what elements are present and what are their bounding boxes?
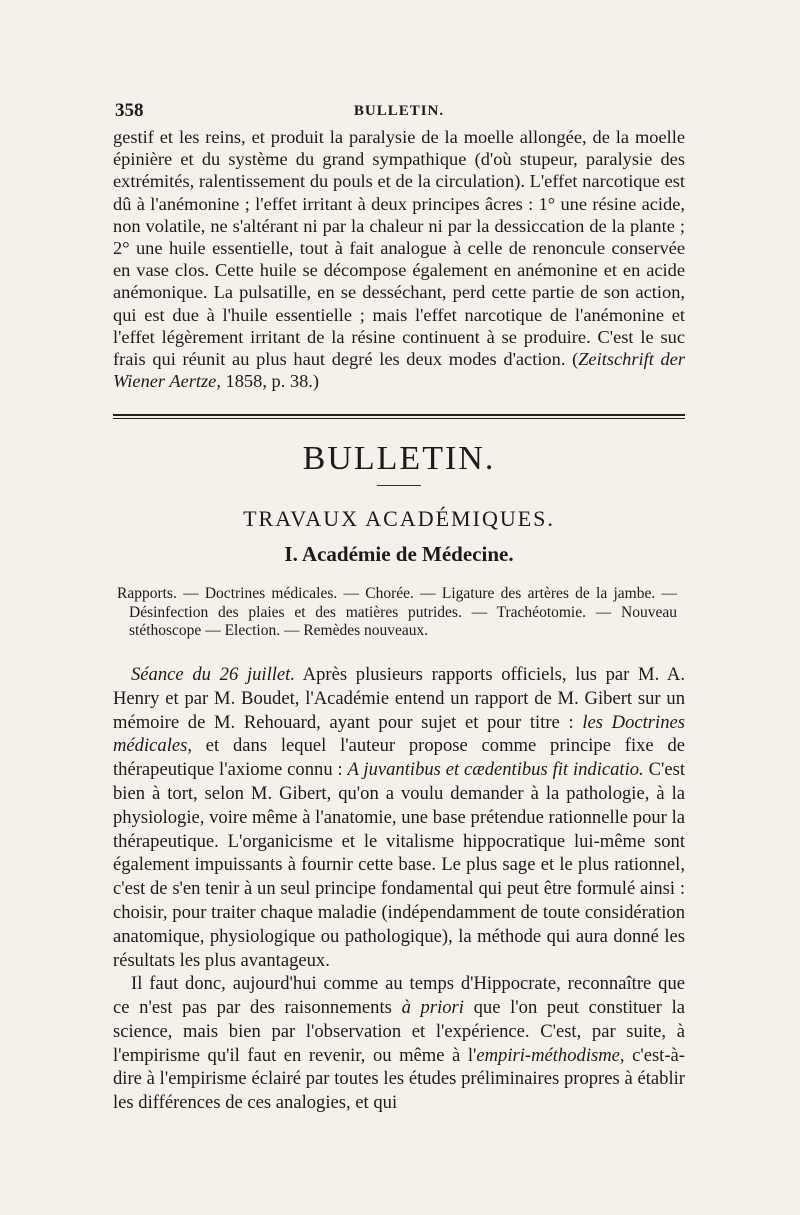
italic-term: empiri-méthodisme — [476, 1044, 620, 1066]
page-number: 358 — [115, 100, 144, 121]
subsection-title: I. Académie de Médecine. — [284, 542, 514, 567]
memoir-title: les Doctrines médicales, — [113, 711, 685, 757]
paragraph-text: Il faut donc, aujourd'hui comme au temps d'Hippocrate, reconnaître que ce n'est pas par des raisonnements — [113, 973, 685, 1019]
summary-contents: Rapports. — Doctrines médicales. — Chorée. — Ligature des artères de la jambe. — Désinfection des plaies et des matières putrides. — Trachéotomie. — Nouveau stéthoscope — Election. — Remèdes nouveaux. — [117, 585, 677, 640]
paragraph-text: et dans lequel l'auteur propose comme principe fixe de thérapeutique l'axiome connu : — [113, 735, 685, 781]
paragraph-text: , c'est-à-dire à l'empirisme éclairé par toutes les études préliminaires propres à établir les différences de ces analogies, et qui — [113, 1044, 685, 1114]
book-page — [113, 100, 685, 1115]
paragraph-text: que l'on peut constituer la science, mais bien par l'observation et l'expérience. C'est, par suite, à l'empirisme qu'il faut en revenir, ou même à l' — [113, 997, 686, 1066]
continuation-paragraph — [113, 126, 685, 392]
source-journal: Zeitschrift der Wiener Aertze, — [113, 349, 685, 392]
bulletin-title: BULLETIN. — [302, 440, 496, 478]
title-underline — [377, 485, 421, 486]
paragraph-seance — [113, 663, 685, 972]
paragraph-empirisme — [113, 972, 685, 1115]
section-title: TRAVAUX ACADÉMIQUES. — [243, 506, 555, 532]
session-date: Séance du 26 juillet. — [131, 663, 295, 685]
latin-term: à priori — [401, 997, 464, 1019]
paragraph-text: C'est bien à tort, selon M. Gibert, qu'on a voulu demander à la pathologie, à la physiologie, voire même à l'anatomie, une base prétendue rationnelle pour la thérapeutique. L'organicisme et le vitalisme hippocratique lui-même sont également impuissants à fournir cette base. Le plus sage et le plus rationnel, c'est de s'en tenir à un seul principe fondamental qui peut être formulé ainsi : choisir, pour traiter chaque maladie (indépendamment de toute considération anatomique, physiologique ou pathologique), la méthode qui aura donné les résultats les plus avantageux. — [113, 759, 685, 971]
running-title: BULLETIN. — [353, 103, 445, 119]
section-divider — [113, 414, 685, 419]
source-citation: 1858, p. 38.) — [220, 371, 320, 392]
paragraph-text: Après plusieurs rapports officiels, lus par M. A. Henry et par M. Boudet, l'Académie entend un rapport de M. Gibert sur un mémoire de M. Rehouard, ayant pour sujet et pour titre : — [113, 663, 685, 733]
running-head — [113, 100, 685, 126]
latin-axiom: A juvantibus et cædentibus fit indicatio. — [347, 759, 644, 781]
continuation-text: gestif et les reins, et produit la paralysie de la moelle allongée, de la moelle épinière et du système du grand sympathique (d'où stupeur, paralysie des extrémités, ralentissement du pouls et de la circulation). L'effet narcotique est dû à l'anémonine ; l'effet irritant à deux principes âcres : 1° une résine acide, non volatile, ne s'altérant ni par la chaleur ni par la dessiccation de la plante ; 2° une huile essentielle, tout à fait analogue à celle de renoncule conservée en vase clos. Cette huile se décompose également en anémonine et en acide anémonique. La pulsatille, en se desséchant, perd cette partie de son action, qui est due à l'huile essentielle ; mais l'effet narcotique de l'anémonine et l'effet légèrement irritant de la résine continuent à se produire. C'est le suc frais qui réunit au plus haut degré les deux modes d'action. ( — [113, 127, 685, 370]
